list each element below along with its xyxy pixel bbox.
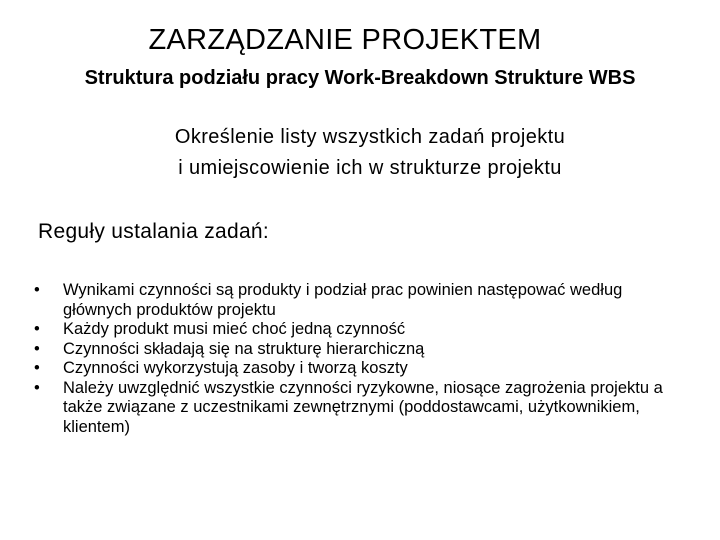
rules-heading: Reguły ustalania zadań: — [38, 220, 270, 243]
rules-list — [34, 281, 694, 437]
definition-line-1: Określenie listy wszystkich zadań projektu — [174, 126, 566, 148]
list-item-text: Każdy produkt musi mieć choć jedną czynność — [63, 320, 406, 338]
definition-line-2: i umiejscowienie ich w strukturze projektu — [178, 157, 562, 179]
bullet-icon: • — [34, 339, 40, 358]
bullet-icon: • — [34, 320, 40, 338]
bullet-icon: • — [34, 281, 40, 299]
list-item — [34, 359, 694, 379]
list-item-text: Należy uwzględnić wszystkie czynności ryzykowne, niosące zagrożenia projektu a także związane z uczestnikami zewnętrznymi (poddostawcami, użytkownikiem, klientem) — [63, 378, 663, 436]
list-item-text: Wynikami czynności są produkty i podział prac powinien następować według głównych produktów projektu — [63, 281, 623, 319]
definition-text — [0, 122, 720, 184]
list-item — [34, 379, 694, 438]
slide-title: ZARZĄDZANIE PROJEKTEM — [148, 24, 542, 56]
slide-subtitle: Struktura podziału pracy Work-Breakdown Strukture WBS — [84, 67, 636, 89]
list-item — [34, 340, 694, 360]
bullet-icon: • — [34, 378, 40, 397]
list-item — [34, 320, 694, 340]
bullet-icon: • — [34, 359, 40, 377]
list-item-text: Czynności składają się na strukturę hierarchiczną — [63, 339, 425, 358]
list-item-text: Czynności wykorzystują zasoby i tworzą koszty — [63, 359, 408, 377]
list-item — [34, 281, 694, 320]
